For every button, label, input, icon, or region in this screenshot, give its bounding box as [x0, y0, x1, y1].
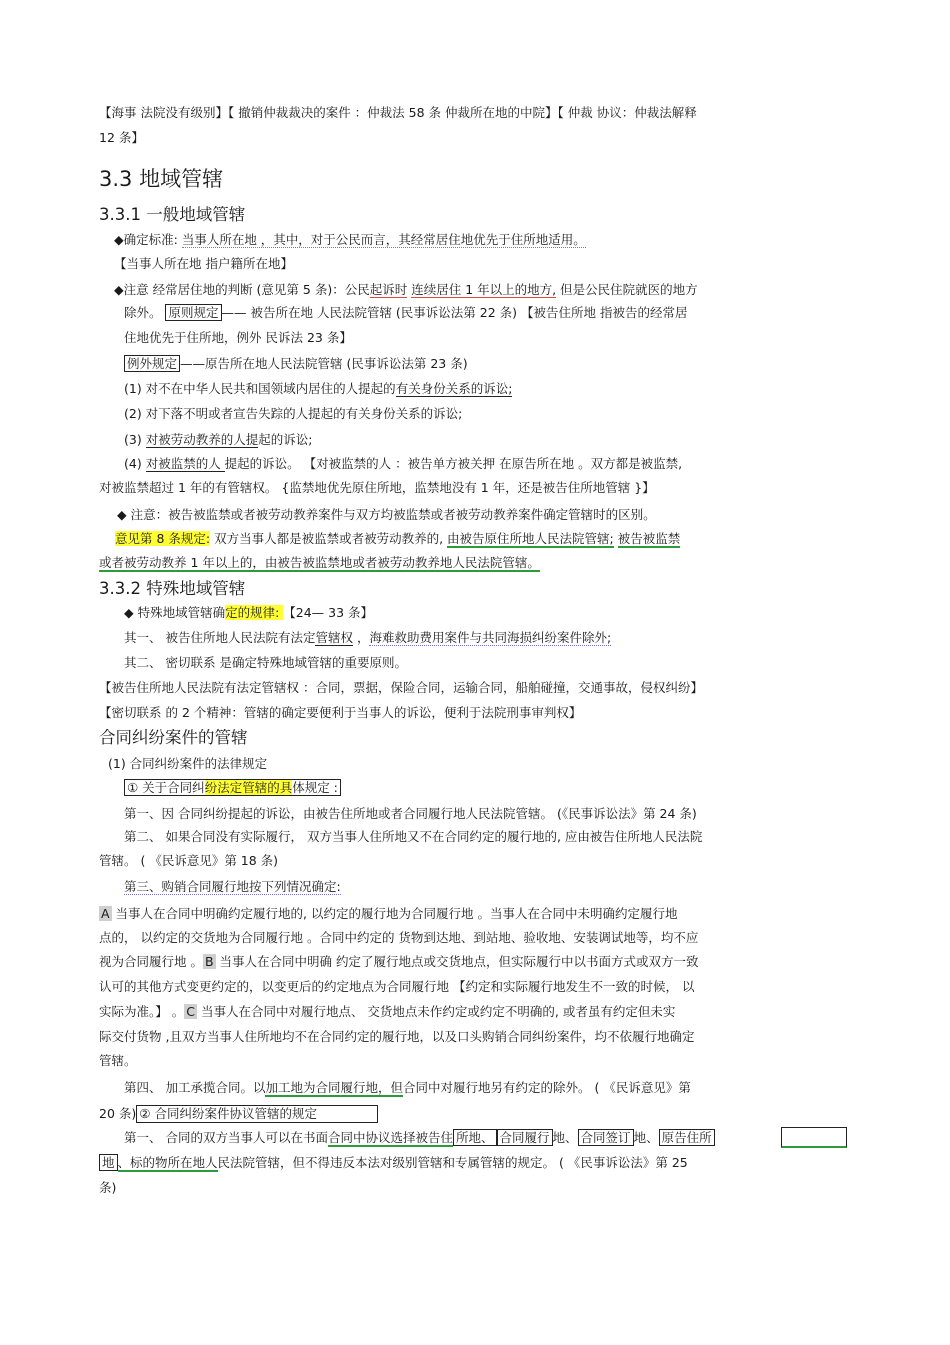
text-line	[124, 630, 611, 646]
text-span: 【24— 33 条】	[283, 605, 374, 620]
text-line: 管辖。	[99, 1053, 137, 1068]
text-span: 体规定 :	[292, 780, 338, 795]
text-span: 20 条)	[99, 1106, 137, 1121]
text-line: 12 条】	[99, 130, 144, 145]
text-line	[124, 356, 468, 372]
underlined-text: 起诉时	[369, 282, 408, 297]
text-line: 住地优先于住所地，例外 民诉法 23 条】	[124, 330, 352, 345]
text-line: 【被告住所地人民法院有法定管辖权 ：合同，票据，保险合同，运输合同，船舶碰撞，交通事故，侵权纠纷】	[99, 680, 703, 695]
underlined-text: 、标的物所在地人	[117, 1155, 218, 1170]
text-line	[124, 432, 312, 448]
text-span: 民法院管辖，但不得违反本法对级别管辖和专属管辖的规定。 ( 《民事诉讼法》第 25	[217, 1155, 688, 1170]
highlighted-text: 定的规律:	[225, 605, 284, 620]
boxed-term: 原则规定	[165, 304, 221, 321]
text-line: 【密切联系 的 2 个精神：管辖的确定要便利于当事人的诉讼，便利于法院刑事审判权】	[99, 705, 582, 720]
text-line: 其二、 密切联系 是确定特殊地域管辖的重要原则。	[124, 655, 407, 670]
text-line: 【当事人所在地 指户籍所在地】	[114, 256, 293, 271]
text-line: 认可的其他方式变更约定的，以变更后的约定地点为合同履行地 【约定和实际履行地发生不一致的时候， 以	[99, 979, 695, 994]
subsection-heading: 3.3.1 一般地域管辖	[99, 205, 246, 224]
text-line	[124, 879, 341, 895]
text-span: 当事人在合同中对履行地点、 交货地点未作约定或约定不明确的, 或者虽有约定但未实	[196, 1004, 676, 1019]
boxed-term: 例外规定	[124, 355, 180, 372]
text-line: 条)	[99, 1180, 117, 1195]
text-span: ◆确定标准:	[114, 232, 182, 247]
text-line: ◆ 注意：被告被监禁或者被劳动教养案件与双方均被监禁或者被劳动教养案件确定管辖时的区别。	[117, 507, 656, 522]
text-line: 【海事 法院没有级别】【 撤销仲裁裁决的案件 ：仲裁法 58 条 仲裁所在地的中院】【 仲裁 协议：仲裁法解释	[99, 105, 697, 120]
text-line	[115, 531, 680, 547]
text-line	[124, 305, 687, 321]
text-line: 点的， 以约定的交货地为合同履行地 。合同中约定的 货物到达地、到站地、验收地、安装调试地等，均不应	[99, 930, 699, 945]
text-line	[124, 780, 341, 796]
item-letter: A	[101, 906, 110, 921]
text-line: 管辖。 ( 《民诉意见》第 18 条)	[99, 853, 279, 868]
underlined-text: 连续居住 1 年以上的地方,	[411, 282, 557, 297]
boxed-term: 所地、	[453, 1129, 497, 1146]
text-span: 除外。	[124, 305, 166, 320]
text-line	[124, 1130, 715, 1146]
subsection-heading: 3.3.2 特殊地域管辖	[99, 579, 246, 598]
underlined-text: 对被劳动教养的人提	[145, 432, 259, 447]
text-line	[124, 605, 373, 621]
underlined-text: 被告被监禁	[617, 531, 681, 546]
text-span: 第四、 加工承揽合同。以	[124, 1080, 266, 1095]
underlined-text: 对被监禁的人	[145, 456, 225, 471]
text-line: 际交付货物 ,且双方当事人住所地均不在合同约定的履行地，以及口头购销合同纠纷案件，均不依履行地确定	[99, 1029, 695, 1044]
text-span: ① 关于合同纠	[127, 780, 205, 795]
text-line: (1) 合同纠纷案件的法律规定	[108, 756, 268, 771]
text-span: (4)	[124, 456, 146, 471]
text-line	[114, 232, 586, 248]
underlined-text: 由被告原住所地人民法院管辖;	[447, 531, 614, 546]
text-span: 合同中对履行地另有约定的除外。 ( 《民诉意见》第	[403, 1080, 691, 1095]
boxed-term: ② 合同纠纷案件协议管辖的规定	[136, 1105, 378, 1123]
underlined-text: 第三、购销合同履行地按下列情况确定:	[124, 879, 341, 894]
boxed-term: 地	[99, 1154, 118, 1171]
underlined-text: 海难救助费用案件与共同海损纠纷案件除外;	[369, 630, 612, 645]
text-span: ——原告所在地人民法院管辖 (民事诉讼法第 23 条)	[180, 356, 468, 371]
text-line: 第二、 如果合同没有实际履行， 双方当事人住所地又不在合同约定的履行地的, 应由被告住所地人民法院	[124, 829, 703, 844]
text-span: 地、	[552, 1130, 578, 1145]
text-line	[114, 282, 698, 298]
text-line	[99, 1155, 688, 1171]
topic-heading: 合同纠纷案件的管辖	[99, 728, 248, 747]
underlined-text: 或者被劳动教养 1 年以上的，由被告被监禁地或者被劳动教养地人民法院管辖。	[99, 555, 540, 570]
text-span: ◆注意 经常居住地的判断 (意见第 5 条)：公民	[114, 282, 370, 297]
text-span: 第一、 合同的双方当事人可以在书面	[124, 1130, 328, 1145]
text-span: 视为合同履行地 。	[99, 954, 203, 969]
text-line	[99, 906, 677, 922]
text-span: 当事人在合同中明确 约定了履行地点或交货地点，但实际履行中以书面方式或双方一致	[215, 954, 699, 969]
text-span: 当事人在合同中明确约定履行地的, 以约定的履行地为合同履行地 。当事人在合同中未明确约定履行地	[111, 906, 678, 921]
text-line	[124, 1080, 691, 1096]
underlined-text: 有关身份关系的诉讼;	[395, 381, 513, 396]
text-line	[124, 456, 682, 472]
underlined-text: 合同中协议选择被告住	[327, 1130, 453, 1145]
text-span: 起的诉讼;	[258, 432, 313, 447]
text-span: 双方当事人都是被监禁或者被劳动教养的,	[210, 531, 448, 546]
text-span: —— 被告所在地 人民法院管辖 (民事诉讼法第 22 条) 【被告住所地 指被告的经常居	[221, 305, 688, 320]
text-span: ◆ 特殊地域管辖确	[124, 605, 226, 620]
boxed-term: 合同签订	[578, 1129, 634, 1146]
boxed-term: 合同履行	[497, 1129, 553, 1146]
text-span: 实际为准。】 。	[99, 1004, 185, 1019]
text-line	[99, 954, 699, 970]
text-line: 对被监禁超过 1 年的有管辖权。 {监禁地优先原住所地，监禁地没有 1 年，还是被告住所地管辖 }】	[99, 480, 655, 495]
boxed-term: 原告住所	[659, 1129, 715, 1146]
highlighted-text: 纷法定管辖的具	[204, 780, 293, 795]
underlined-text: 加工地为合同履行地，但	[265, 1080, 403, 1095]
underlined-text: 当事人所在地 ，其中，对于公民而言，其经常居住地优先于住所地适用。	[181, 232, 586, 247]
text-line: 第一、因 合同纠纷提起的诉讼，由被告住所地或者合同履行地人民法院管辖。 (《民事诉讼法》第 24 条)	[124, 806, 697, 821]
text-line	[99, 1004, 675, 1020]
text-span: 其一、 被告住所地人民法院有法定	[124, 630, 316, 645]
text-span: (3)	[124, 432, 146, 447]
text-line	[124, 381, 512, 397]
empty-box	[781, 1127, 847, 1148]
item-letter: C	[186, 1004, 195, 1019]
boxed-term	[124, 779, 341, 796]
text-span: ，	[353, 630, 370, 645]
item-letter: B	[204, 954, 214, 969]
text-line	[99, 555, 540, 571]
text-span: 但是公民住院就医的地方	[556, 282, 698, 297]
text-line: (2) 对下落不明或者宣告失踪的人提起的有关身份关系的诉讼;	[124, 406, 463, 421]
text-span: (1) 对不在中华人民共和国领域内居住的人提起的	[124, 381, 396, 396]
text-span: 提起的诉讼。 【对被监禁的人 ：被告单方被关押 在原告所在地 。双方都是被监禁,	[224, 456, 683, 471]
text-line	[99, 1105, 378, 1123]
highlighted-text: 意见第 8 条规定:	[115, 531, 211, 546]
section-heading: 3.3 地域管辖	[99, 167, 224, 191]
underlined-text: 管辖权	[315, 630, 353, 645]
text-span: 地、	[633, 1130, 659, 1145]
